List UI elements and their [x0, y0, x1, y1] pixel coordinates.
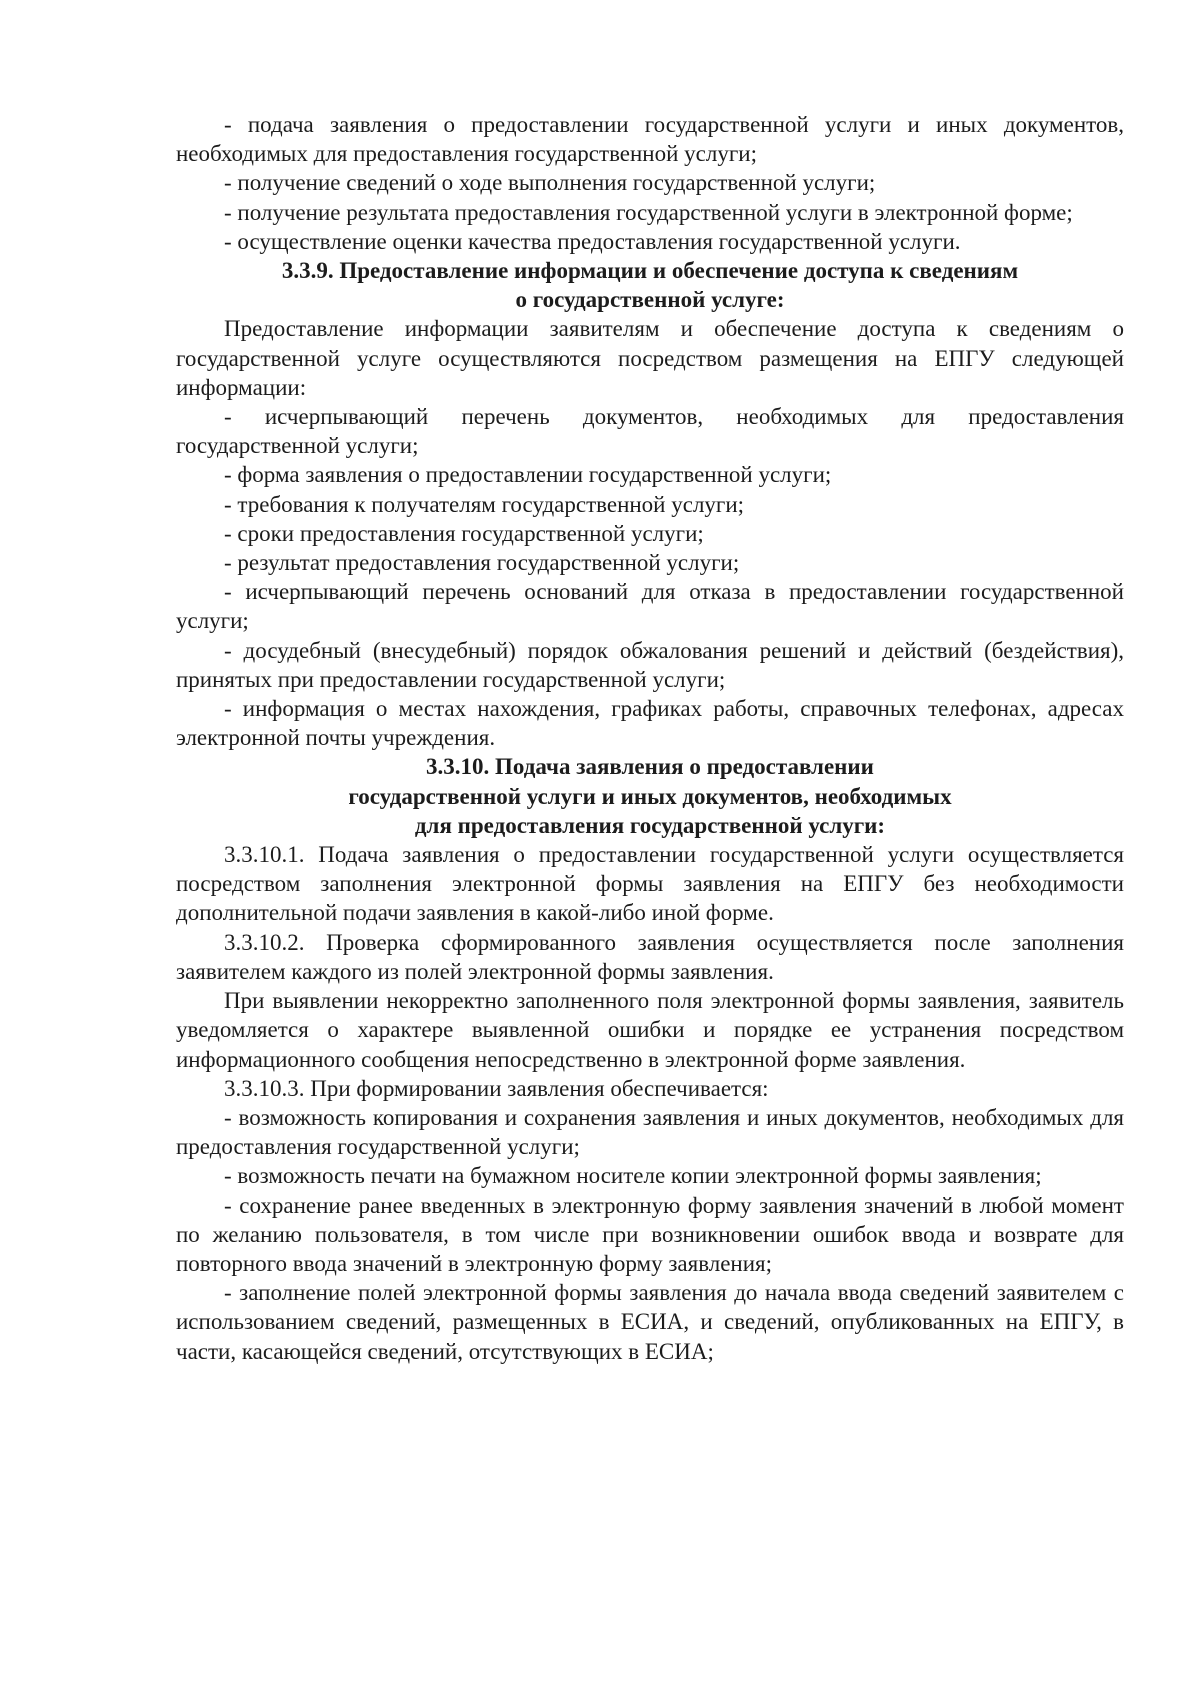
list-item: - сроки предоставления государственной услуги; [224, 520, 704, 546]
paragraph: 3.3.10.1. Подача заявления о предоставлении государственной услуги осуществляется посредством заполнения электронной формы заявления на ЕПГУ без необходимости дополнительной подачи заявления в какой-либо иной форме. [176, 842, 1124, 926]
list-item: - форма заявления о предоставлении государственной услуги; [224, 462, 832, 488]
heading-line: государственной услуги и иных документов, необходимых [348, 783, 952, 809]
section-heading-3-3-10 [176, 752, 1124, 840]
list-item: - досудебный (внесудебный) порядок обжалования решений и действий (бездействия), принятых при предоставлении государственной услуги; [176, 637, 1124, 692]
paragraph: - подача заявления о предоставлении государственной услуги и иных документов, необходимых для предоставления государственной услуги; [176, 112, 1124, 167]
list-item: - требования к получателям государственной услуги; [224, 491, 745, 517]
paragraph: 3.3.10.2. Проверка сформированного заявления осуществляется после заполнения заявителем каждого из полей электронной формы заявления. [176, 929, 1124, 984]
list-item: - исчерпывающий перечень оснований для отказа в предоставлении государственной услуги; [176, 579, 1124, 634]
paragraph: - осуществление оценки качества предоставления государственной услуги. [224, 228, 961, 254]
list-item: - исчерпывающий перечень документов, необходимых для предоставления государственной услуги; [176, 404, 1124, 459]
section-heading-3-3-9 [176, 256, 1124, 314]
list-item: - возможность печати на бумажном носителе копии электронной формы заявления; [224, 1163, 1042, 1189]
paragraph: Предоставление информации заявителям и обеспечение доступа к сведениям о государственной услуге осуществляются посредством размещения на ЕПГУ следующей информации: [176, 316, 1124, 400]
document-page [176, 110, 1124, 1366]
heading-line: о государственной услуге: [515, 287, 785, 313]
paragraph: При выявлении некорректно заполненного поля электронной формы заявления, заявитель уведомляется о характере выявленной ошибки и порядке ее устранения посредством информационного сообщения непосредственно в электронной форме заявления. [176, 988, 1124, 1072]
list-item: - сохранение ранее введенных в электронную форму заявления значений в любой момент по желанию пользователя, в том числе при возникновении ошибок ввода и возврате для повторного ввода значений в электронную форму заявления; [176, 1192, 1124, 1276]
heading-line: для предоставления государственной услуги: [414, 812, 886, 838]
list-item: - информация о местах нахождения, графиках работы, справочных телефонах, адресах электронной почты учреждения. [176, 696, 1124, 751]
heading-line: 3.3.10. Подача заявления о предоставлении [426, 754, 874, 780]
paragraph: - получение сведений о ходе выполнения государственной услуги; [224, 170, 876, 196]
heading-line: 3.3.9. Предоставление информации и обеспечение доступа к сведениям [281, 258, 1019, 284]
paragraph: - получение результата предоставления государственной услуги в электронной форме; [224, 199, 1073, 225]
paragraph: 3.3.10.3. При формировании заявления обеспечивается: [224, 1075, 769, 1101]
list-item: - возможность копирования и сохранения заявления и иных документов, необходимых для предоставления государственной услуги; [176, 1104, 1124, 1160]
list-item: - результат предоставления государственной услуги; [224, 550, 740, 576]
list-item: - заполнение полей электронной формы заявления до начала ввода сведений заявителем с использованием сведений, размещенных в ЕСИА, и сведений, опубликованных на ЕПГУ, в части, касающейся сведений, отсутствующих в ЕСИА; [176, 1280, 1124, 1364]
